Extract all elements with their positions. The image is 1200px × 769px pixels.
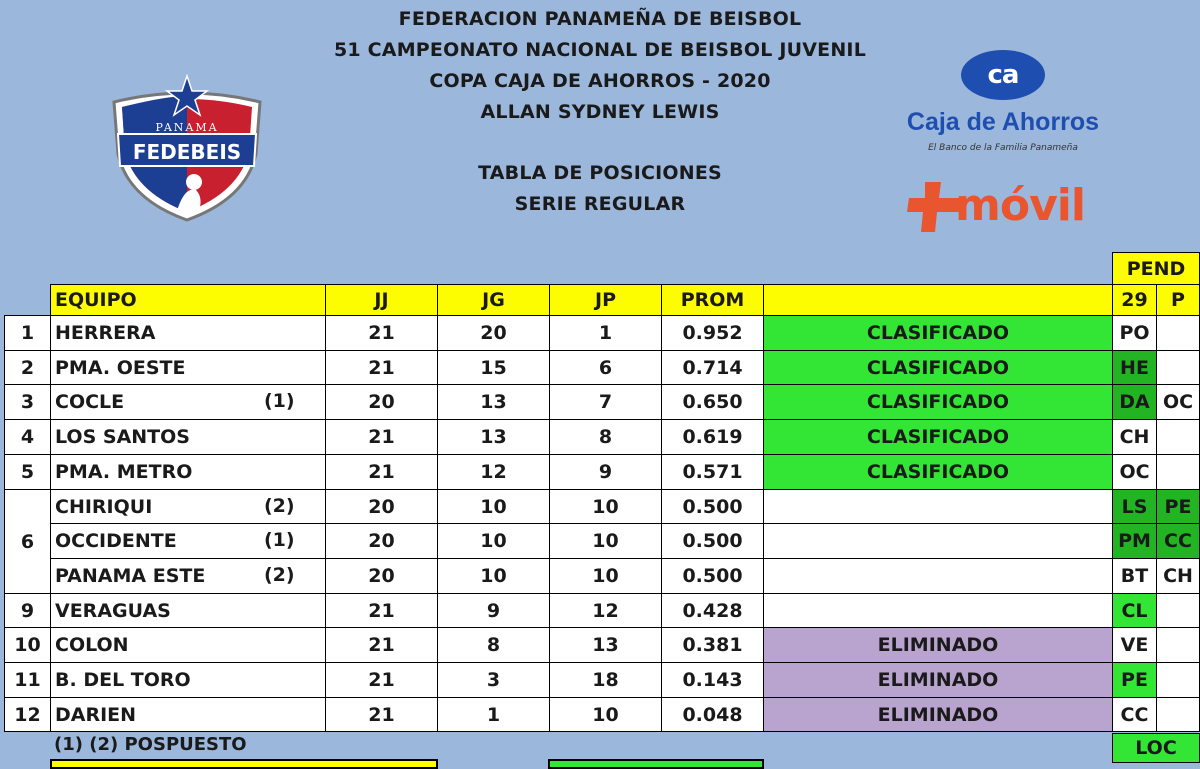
stat-jj: 21 bbox=[325, 627, 438, 663]
stat-prom: 0.500 bbox=[661, 523, 764, 559]
fedebeis-logo-main-text: FEDEBEIS bbox=[132, 140, 242, 164]
stat-jg: 8 bbox=[437, 627, 550, 663]
stat-jg: 1 bbox=[437, 697, 550, 732]
header-status bbox=[763, 284, 1113, 316]
stat-jj: 20 bbox=[325, 384, 438, 420]
header-table-title: TABLA DE POSICIONES bbox=[478, 162, 722, 184]
header-federation: FEDERACION PANAMEÑA DE BEISBOL bbox=[398, 8, 802, 30]
position-cell: 1 bbox=[4, 315, 51, 351]
movil-logo bbox=[905, 180, 1105, 240]
stat-jp: 10 bbox=[549, 558, 662, 594]
stat-jp: 6 bbox=[549, 350, 662, 385]
status-cell: CLASIFICADO bbox=[763, 454, 1113, 490]
bottom-green-bar bbox=[548, 759, 764, 769]
caja-mark-icon: ca bbox=[961, 50, 1045, 100]
fedebeis-logo-top-text: PANAMA bbox=[155, 121, 219, 134]
pending-29-cell: PM bbox=[1112, 523, 1157, 559]
pending-29-cell: LS bbox=[1112, 489, 1157, 524]
status-cell: CLASIFICADO bbox=[763, 350, 1113, 385]
position-cell: 5 bbox=[4, 454, 51, 490]
stat-jg: 20 bbox=[437, 315, 550, 351]
pending-p-cell bbox=[1156, 419, 1200, 455]
team-note: (1) bbox=[264, 529, 295, 551]
header-29: 29 bbox=[1112, 284, 1157, 316]
status-cell bbox=[763, 593, 1113, 628]
status-cell bbox=[763, 489, 1113, 524]
stat-jg: 13 bbox=[437, 419, 550, 455]
stat-prom: 0.500 bbox=[661, 489, 764, 524]
pending-29-cell: OC bbox=[1112, 454, 1157, 490]
stat-jj: 21 bbox=[325, 350, 438, 385]
pending-p-cell bbox=[1156, 454, 1200, 490]
stat-jg: 3 bbox=[437, 662, 550, 698]
status-cell: CLASIFICADO bbox=[763, 419, 1113, 455]
stat-jp: 1 bbox=[549, 315, 662, 351]
team-name: COLON bbox=[50, 627, 326, 663]
pending-29-cell: PO bbox=[1112, 315, 1157, 351]
position-cell: 4 bbox=[4, 419, 51, 455]
status-cell: CLASIFICADO bbox=[763, 384, 1113, 420]
stat-prom: 0.428 bbox=[661, 593, 764, 628]
stat-jg: 15 bbox=[437, 350, 550, 385]
header-prom: PROM bbox=[661, 284, 764, 316]
stat-jg: 12 bbox=[437, 454, 550, 490]
stat-prom: 0.619 bbox=[661, 419, 764, 455]
movil-text: móvil bbox=[955, 180, 1085, 231]
team-name: PANAMA ESTE bbox=[50, 558, 326, 594]
header-honoree: ALLAN SYDNEY LEWIS bbox=[480, 101, 720, 123]
stat-jg: 9 bbox=[437, 593, 550, 628]
report-header bbox=[300, 4, 900, 220]
stat-jj: 21 bbox=[325, 662, 438, 698]
header-equipo: EQUIPO bbox=[50, 284, 326, 316]
caja-tagline: El Banco de la Familia Panameña bbox=[928, 143, 1078, 153]
position-cell: 11 bbox=[4, 662, 51, 698]
pending-p-cell bbox=[1156, 593, 1200, 628]
pending-29-cell: BT bbox=[1112, 558, 1157, 594]
pending-29-cell: HE bbox=[1112, 350, 1157, 385]
stat-jj: 20 bbox=[325, 558, 438, 594]
stat-prom: 0.381 bbox=[661, 627, 764, 663]
pending-29-cell: CH bbox=[1112, 419, 1157, 455]
bottom-yellow-bar bbox=[50, 759, 438, 769]
header-p: P bbox=[1156, 284, 1200, 316]
header-series: SERIE REGULAR bbox=[514, 193, 686, 215]
position-cell: 6 bbox=[4, 489, 51, 594]
pending-29-cell: CL bbox=[1112, 593, 1157, 628]
stat-jg: 10 bbox=[437, 558, 550, 594]
header-championship: 51 CAMPEONATO NACIONAL DE BEISBOL JUVENIL bbox=[333, 39, 867, 61]
position-cell: 9 bbox=[4, 593, 51, 628]
status-cell: ELIMINADO bbox=[763, 697, 1113, 732]
pending-29-cell: CC bbox=[1112, 697, 1157, 732]
status-cell: CLASIFICADO bbox=[763, 315, 1113, 351]
team-name: COCLE bbox=[50, 384, 326, 420]
pending-29-cell: DA bbox=[1112, 384, 1157, 420]
stat-jj: 21 bbox=[325, 419, 438, 455]
stat-jg: 10 bbox=[437, 489, 550, 524]
pending-29-cell: VE bbox=[1112, 627, 1157, 663]
stat-jp: 9 bbox=[549, 454, 662, 490]
position-cell: 12 bbox=[4, 697, 51, 732]
stat-prom: 0.650 bbox=[661, 384, 764, 420]
pending-p-cell bbox=[1156, 315, 1200, 351]
pending-header: PEND bbox=[1112, 252, 1200, 285]
team-name: VERAGUAS bbox=[50, 593, 326, 628]
team-note: (1) bbox=[264, 390, 295, 412]
header-jp: JP bbox=[549, 284, 662, 316]
pending-29-cell: PE bbox=[1112, 662, 1157, 698]
header-jj: JJ bbox=[325, 284, 438, 316]
status-cell: ELIMINADO bbox=[763, 627, 1113, 663]
caja-name: Caja de Ahorros bbox=[906, 108, 1100, 136]
team-name: PMA. METRO bbox=[50, 454, 326, 490]
pending-p-cell bbox=[1156, 350, 1200, 385]
status-cell bbox=[763, 523, 1113, 559]
stat-jj: 20 bbox=[325, 489, 438, 524]
team-name: HERRERA bbox=[50, 315, 326, 351]
team-name: PMA. OESTE bbox=[50, 350, 326, 385]
pending-p-cell: OC bbox=[1156, 384, 1200, 420]
position-cell: 3 bbox=[4, 384, 51, 420]
team-name: CHIRIQUI bbox=[50, 489, 326, 524]
status-cell bbox=[763, 558, 1113, 594]
fedebeis-logo bbox=[106, 74, 268, 224]
caja-de-ahorros-logo bbox=[868, 50, 1138, 160]
team-name: DARIEN bbox=[50, 697, 326, 732]
stat-jp: 12 bbox=[549, 593, 662, 628]
stat-prom: 0.048 bbox=[661, 697, 764, 732]
stat-jj: 20 bbox=[325, 523, 438, 559]
header-cup: COPA CAJA DE AHORROS - 2020 bbox=[429, 70, 771, 92]
stat-jj: 21 bbox=[325, 454, 438, 490]
status-cell: ELIMINADO bbox=[763, 662, 1113, 698]
stat-jp: 8 bbox=[549, 419, 662, 455]
loc-label: LOC bbox=[1112, 733, 1200, 763]
header-jg: JG bbox=[437, 284, 550, 316]
stat-jp: 10 bbox=[549, 523, 662, 559]
stat-prom: 0.143 bbox=[661, 662, 764, 698]
stat-jp: 13 bbox=[549, 627, 662, 663]
pending-p-cell bbox=[1156, 662, 1200, 698]
postponed-footnote: (1) (2) POSPUESTO bbox=[54, 734, 247, 755]
pending-p-cell bbox=[1156, 627, 1200, 663]
stat-jp: 10 bbox=[549, 489, 662, 524]
stat-jj: 21 bbox=[325, 593, 438, 628]
stat-jp: 10 bbox=[549, 697, 662, 732]
stat-jg: 10 bbox=[437, 523, 550, 559]
pending-p-cell: CH bbox=[1156, 558, 1200, 594]
stat-jp: 18 bbox=[549, 662, 662, 698]
team-name: OCCIDENTE bbox=[50, 523, 326, 559]
stat-jp: 7 bbox=[549, 384, 662, 420]
team-note: (2) bbox=[264, 495, 295, 517]
pending-p-cell: PE bbox=[1156, 489, 1200, 524]
stat-prom: 0.714 bbox=[661, 350, 764, 385]
team-name: LOS SANTOS bbox=[50, 419, 326, 455]
stat-prom: 0.571 bbox=[661, 454, 764, 490]
team-note: (2) bbox=[264, 564, 295, 586]
pending-p-cell bbox=[1156, 697, 1200, 732]
stat-prom: 0.500 bbox=[661, 558, 764, 594]
stat-jj: 21 bbox=[325, 315, 438, 351]
pending-p-cell: CC bbox=[1156, 523, 1200, 559]
position-cell: 10 bbox=[4, 627, 51, 663]
stat-jj: 21 bbox=[325, 697, 438, 732]
stat-jg: 13 bbox=[437, 384, 550, 420]
stat-prom: 0.952 bbox=[661, 315, 764, 351]
team-name: B. DEL TORO bbox=[50, 662, 326, 698]
position-cell: 2 bbox=[4, 350, 51, 385]
